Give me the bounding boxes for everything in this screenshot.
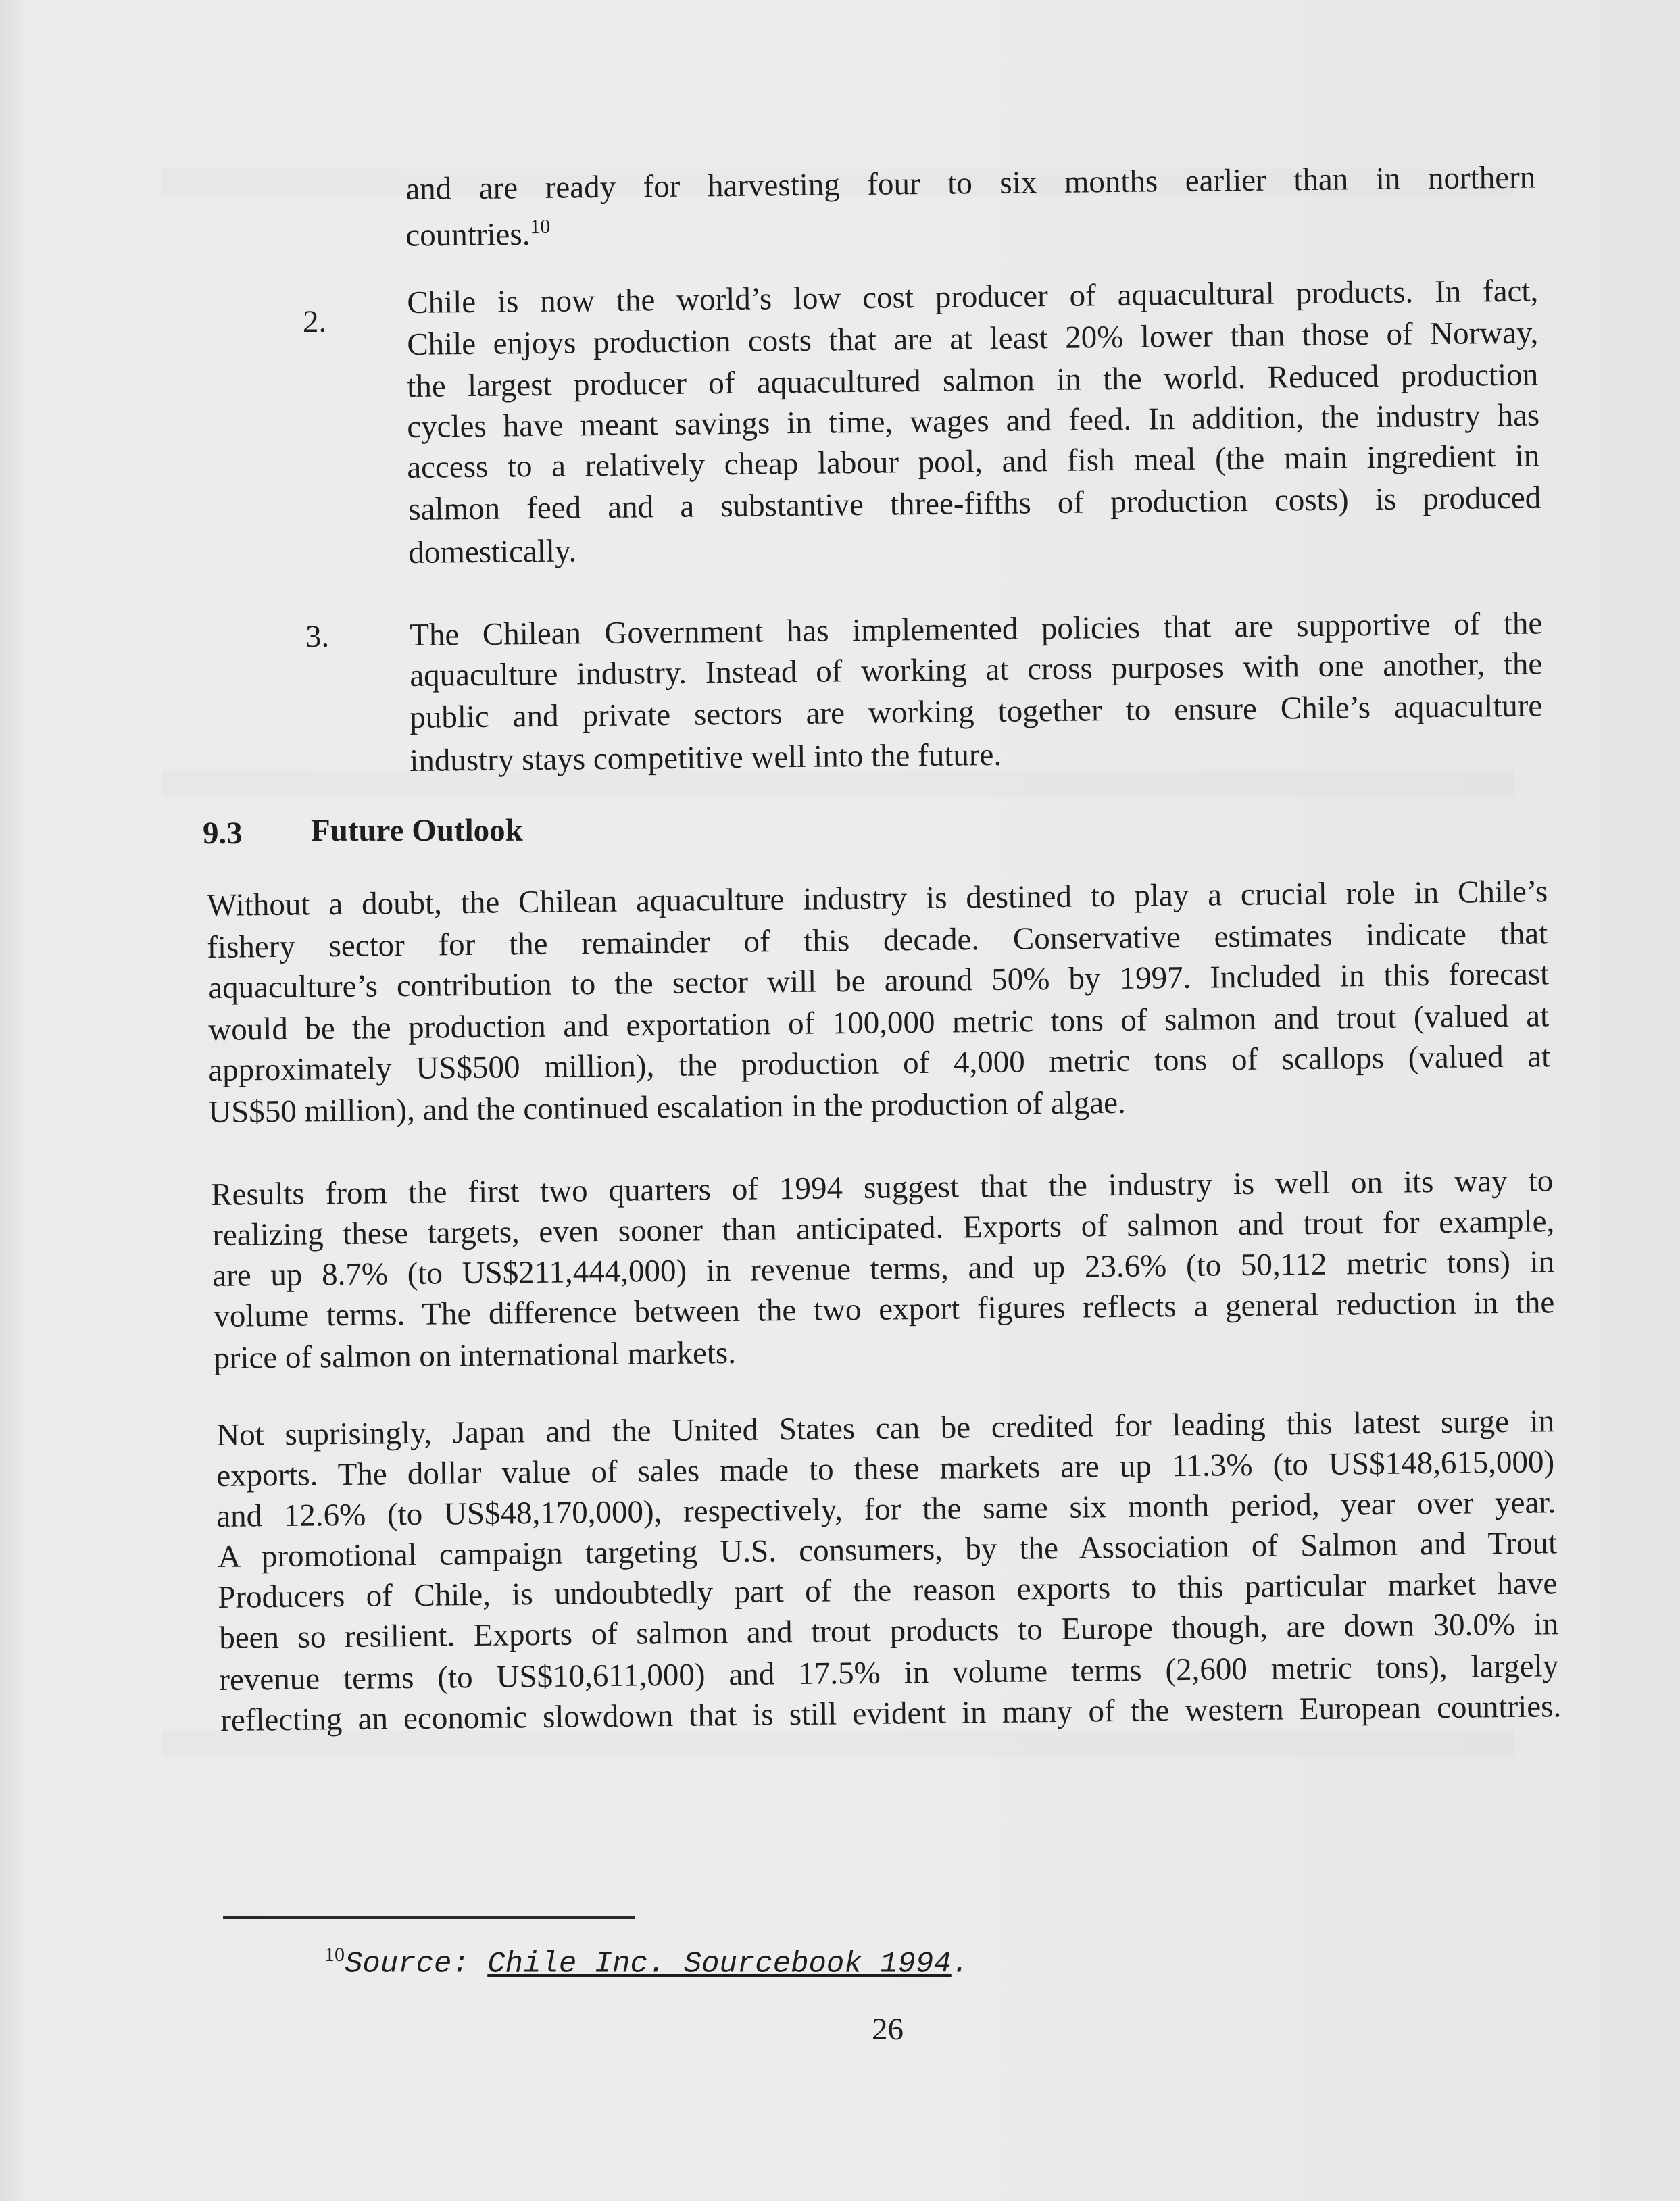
list-item-3-line: The Chilean Government has implemented policies that are supportive of the — [410, 605, 1543, 653]
paragraph-line: revenue terms (to US$10,611,000) and 17.5% in volume terms (2,600 metric tons), largely — [219, 1648, 1559, 1698]
paragraph-line: approximately US$500 million), the production of 4,000 metric tons of scallops (valued at — [208, 1039, 1551, 1088]
list-item-2-line: Chile is now the world’s low cost producer of aquacultural products. In fact, — [407, 273, 1539, 320]
list-item-3-line: industry stays competitive well into the future. — [410, 737, 1002, 778]
paragraph-line: price of salmon on international markets. — [214, 1335, 737, 1376]
list-item-3-line: public and private sectors are working together to ensure Chile’s aquaculture — [410, 688, 1543, 735]
footnote-rule — [223, 1916, 635, 1919]
paragraph-line: would be the production and exportation of 100,000 metric tons of salmon and trout (valued at — [208, 998, 1550, 1047]
paragraph-line: are up 8.7% (to US$211,444,000) in revenue terms, and up 23.6% (to 50,112 metric tons) in — [212, 1244, 1555, 1293]
paragraph-line: Results from the first two quarters of 1994 suggest that the industry is well on its way to — [211, 1163, 1554, 1212]
item1-line-1: and are ready for harvesting four to six months earlier than in northern — [405, 159, 1536, 207]
list-item-number: 3. — [305, 619, 330, 654]
paragraph-line: aquaculture’s contribution to the sector will be around 50% by 1997. Included in this forecast — [208, 956, 1550, 1006]
paragraph-line: and 12.6% (to US$48,170,000), respectively, for the same six month period, year over year. — [216, 1485, 1556, 1534]
paragraph-line: exports. The dollar value of sales made to these markets are up 11.3% (to US$148,615,000) — [216, 1444, 1555, 1493]
list-item-3-line: aquaculture industry. Instead of working at cross purposes with one another, the — [410, 646, 1543, 693]
paragraph-line: been so resilient. Exports of salmon and trout products to Europe though, are down 30.0% in — [219, 1606, 1559, 1656]
list-item-2-line: access to a relatively cheap labour pool, and fish meal (the main ingredient in — [407, 438, 1540, 485]
list-item-2-line: the largest producer of aquacultured salmon in the world. Reduced production — [407, 357, 1539, 404]
paragraph-line: realizing these targets, even sooner than anticipated. Exports of salmon and trout for example, — [212, 1204, 1555, 1253]
paragraph-line: volume terms. The difference between the two export figures reflects a general reduction in the — [214, 1285, 1555, 1334]
item1-line-2-text: countries. — [405, 216, 530, 253]
footnote-end: . — [951, 1947, 970, 1981]
page-number: 26 — [872, 2012, 904, 2047]
footnote-marker: 10 — [324, 1944, 345, 1966]
paragraph-line: Not suprisingly, Japan and the United States can be credited for leading this latest surge in — [216, 1404, 1555, 1453]
section-title: Future Outlook — [311, 813, 523, 848]
footnote-reference: 10 — [530, 215, 551, 239]
list-item-2-line: domestically. — [408, 533, 577, 570]
list-item-number: 2. — [303, 304, 327, 339]
footnote-source-title: Chile Inc. Sourcebook 1994 — [487, 1947, 952, 1981]
list-item-2-line: Chile enjoys production costs that are at least 20% lower than those of Norway, — [407, 315, 1539, 362]
item1-line-2 — [405, 208, 551, 255]
list-item-2-line: salmon feed and a substantive three-fifths of production costs) is produced — [408, 480, 1541, 527]
paragraph-line: A promotional campaign targeting U.S. consumers, by the Association of Salmon and Trout — [218, 1525, 1558, 1575]
paragraph-line: Producers of Chile, is undoubtedly part of the reason exports to this particular market have — [218, 1566, 1558, 1615]
paragraph-line: US$50 million), and the continued escalation in the production of algae. — [208, 1085, 1126, 1130]
paragraph-line: fishery sector for the remainder of this decade. Conservative estimates indicate that — [207, 916, 1548, 965]
paragraph-line: reflecting an economic slowdown that is still evident in many of the western European countries. — [220, 1689, 1562, 1738]
list-item-2-line: cycles have meant savings in time, wages and feed. In addition, the industry has — [407, 397, 1540, 445]
section-number: 9.3 — [203, 816, 243, 851]
footnote — [324, 1944, 969, 1981]
footnote-label: Source: — [345, 1947, 488, 1981]
paragraph-line: Without a doubt, the Chilean aquaculture industry is destined to play a crucial role in Chile’s — [207, 874, 1548, 923]
